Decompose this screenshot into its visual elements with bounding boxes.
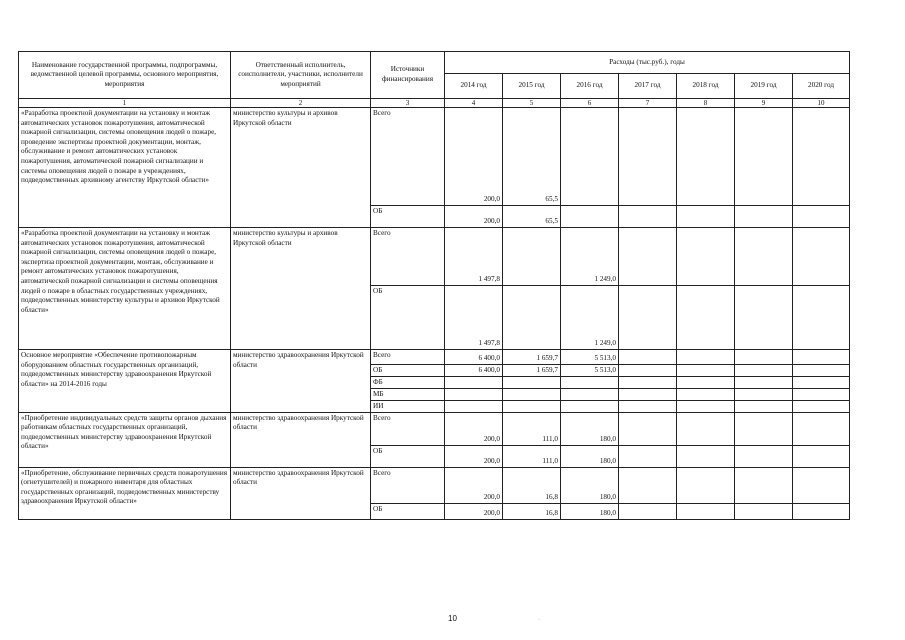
expense-value-cell [619,228,677,286]
expense-value-cell: 1 497,8 [445,286,503,350]
source-cell: МБ [371,389,445,401]
column-index: 5 [503,99,561,108]
program-name-cell: «Приобретение, обслуживание первичных средств пожаротушения (огнетушителей) и пожарного инвентаря для областных государственных организаций, подведомственных министерству здравоохранения Иркутской области» [19,467,231,519]
expense-value-cell [561,377,619,389]
expense-value-cell [735,206,793,228]
column-index: 3 [371,99,445,108]
source-cell: ОБ [371,365,445,377]
expense-value-cell [735,228,793,286]
source-cell: ФБ [371,377,445,389]
expense-value-cell [619,401,677,413]
source-cell: ОБ [371,503,445,519]
source-cell: Всего [371,228,445,286]
expense-value-cell: 65,5 [503,108,561,206]
expense-value-cell [735,389,793,401]
column-index: 7 [619,99,677,108]
expense-value-cell [677,389,735,401]
responsible-cell: министерство культуры и архивов Иркутской области [231,108,371,228]
table-row [19,108,850,206]
header-year: 2018 год [677,74,735,99]
header-responsible: Ответственный исполнитель, соисполнители, участники, исполнители мероприятий [231,52,371,99]
expense-value-cell: 5 513,0 [561,365,619,377]
expense-value-cell: 5 513,0 [561,350,619,365]
expense-value-cell [445,389,503,401]
expense-value-cell [619,412,677,445]
expense-value-cell [735,286,793,350]
expense-value-cell [561,401,619,413]
expense-value-cell: 200,0 [445,108,503,206]
expense-value-cell [793,401,850,413]
expense-value-cell [619,365,677,377]
expense-value-cell: 1 497,8 [445,228,503,286]
expense-value-cell [619,503,677,519]
expense-value-cell [619,286,677,350]
expense-value-cell [677,503,735,519]
expense-value-cell [793,108,850,206]
expense-value-cell: 111,0 [503,445,561,467]
expense-value-cell: 1 249,0 [561,286,619,350]
column-index: 9 [735,99,793,108]
program-name-cell: «Приобретение индивидуальных средств защиты органов дыхания работникам областных государственных организаций, подведомственных министерству здравоохранения Иркутской области» [19,412,231,467]
expense-value-cell [793,445,850,467]
header-year: 2020 год [793,74,850,99]
expense-value-cell: 180,0 [561,412,619,445]
responsible-cell: министерство здравоохранения Иркутской области [231,412,371,467]
header-year: 2017 год [619,74,677,99]
scan-mark: · [538,617,540,623]
column-index: 10 [793,99,850,108]
source-cell: ИИ [371,401,445,413]
expense-value-cell [619,108,677,206]
column-index: 1 [19,99,231,108]
expense-value-cell [735,401,793,413]
column-index: 4 [445,99,503,108]
header-year: 2015 год [503,74,561,99]
responsible-cell: министерство здравоохранения Иркутской области [231,467,371,519]
expense-value-cell [735,108,793,206]
expense-value-cell [793,412,850,445]
expense-value-cell [793,350,850,365]
expense-value-cell [677,108,735,206]
table-row [19,228,850,286]
expense-value-cell [793,377,850,389]
expense-value-cell [793,389,850,401]
expense-value-cell [503,377,561,389]
responsible-cell: министерство культуры и архивов Иркутской области [231,228,371,350]
expense-value-cell [677,350,735,365]
expense-value-cell [735,445,793,467]
header-name: Наименование государственной программы, подпрограммы, ведомственной целевой программы, основного мероприятия, мероприятия [19,52,231,99]
table-row [19,467,850,503]
expense-value-cell: 200,0 [445,206,503,228]
expense-value-cell [677,445,735,467]
expense-value-cell: 200,0 [445,445,503,467]
expense-value-cell: 111,0 [503,412,561,445]
expense-value-cell [793,206,850,228]
program-name-cell: Основное мероприятие «Обеспечение противопожарным оборудованием областных государственных организаций, подведомственных министерству здравоохранения Иркутской области» на 2014-2016 годы [19,350,231,413]
expense-value-cell [503,228,561,286]
expense-value-cell [619,467,677,503]
page-number: 10 [448,614,457,623]
expense-value-cell [677,412,735,445]
expense-value-cell [503,401,561,413]
expense-value-cell: 1 659,7 [503,350,561,365]
expense-value-cell [735,350,793,365]
expense-value-cell: 16,8 [503,503,561,519]
expense-value-cell [677,401,735,413]
column-index: 6 [561,99,619,108]
source-cell: Всего [371,108,445,206]
expense-value-cell [561,206,619,228]
header-year: 2016 год [561,74,619,99]
expense-value-cell [503,286,561,350]
expense-value-cell [619,445,677,467]
expense-value-cell [619,350,677,365]
source-cell: ОБ [371,286,445,350]
expense-value-cell [445,377,503,389]
source-cell: Всего [371,350,445,365]
expense-value-cell [619,389,677,401]
expense-value-cell [561,389,619,401]
expense-value-cell [445,401,503,413]
expense-value-cell: 6 400,0 [445,365,503,377]
expense-value-cell [503,389,561,401]
source-cell: ОБ [371,206,445,228]
expense-value-cell [677,228,735,286]
expense-value-cell [735,503,793,519]
program-name-cell: «Разработка проектной документации на установку и монтаж автоматических установок пожаротушения, автоматической пожарной сигнализации, системы оповещения людей о пожаре, проведение экспертизы проектной документации, монтаж, обслуживание и ремонт автоматических установок пожаротушения, автоматической пожарной сигнализации и системы оповещения людей о пожаре в учреждениях, подведомственных архивному агентству Иркутской области» [19,108,231,228]
responsible-cell: министерство здравоохранения Иркутской области [231,350,371,413]
expense-value-cell: 1 249,0 [561,228,619,286]
column-index: 8 [677,99,735,108]
expense-value-cell [561,108,619,206]
expense-value-cell [793,503,850,519]
expense-value-cell: 180,0 [561,503,619,519]
header-expenses: Расходы (тыс.руб.), годы [445,52,850,74]
expense-value-cell [735,377,793,389]
expense-value-cell [619,377,677,389]
expense-value-cell [677,377,735,389]
expense-value-cell [677,365,735,377]
expense-value-cell: 180,0 [561,445,619,467]
expense-value-cell: 6 400,0 [445,350,503,365]
table-row [19,350,850,365]
header-year: 2019 год [735,74,793,99]
expense-value-cell: 16,8 [503,467,561,503]
expense-value-cell: 65,5 [503,206,561,228]
header-year: 2014 год [445,74,503,99]
expense-value-cell [735,365,793,377]
column-index: 2 [231,99,371,108]
table-row [19,412,850,445]
expense-value-cell: 180,0 [561,467,619,503]
expense-value-cell: 200,0 [445,467,503,503]
expense-value-cell [793,467,850,503]
expense-value-cell [735,412,793,445]
expense-value-cell [677,206,735,228]
expense-value-cell: 1 659,7 [503,365,561,377]
expense-value-cell [677,467,735,503]
expense-value-cell [793,286,850,350]
program-name-cell: «Разработка проектной документации на установку и монтаж автоматических установок пожаротушения, автоматической пожарной сигнализации, системы оповещения людей о пожаре, экспертиза проектной документации, монтаж, обслуживание и ремонт автоматических установок пожаротушения, автоматической пожарной сигнализации и системы оповещения людей о пожаре в областных государственных учреждениях, подведомственных министерству культуры и архивов Иркутской области» [19,228,231,350]
expense-value-cell [793,228,850,286]
expense-value-cell [677,286,735,350]
expense-value-cell [619,206,677,228]
expense-value-cell: 200,0 [445,412,503,445]
header-sources: Источники финансирования [371,52,445,99]
source-cell: ОБ [371,445,445,467]
budget-table [18,51,850,520]
expense-value-cell [793,365,850,377]
source-cell: Всего [371,412,445,445]
source-cell: Всего [371,467,445,503]
expense-value-cell [735,467,793,503]
expense-value-cell: 200,0 [445,503,503,519]
